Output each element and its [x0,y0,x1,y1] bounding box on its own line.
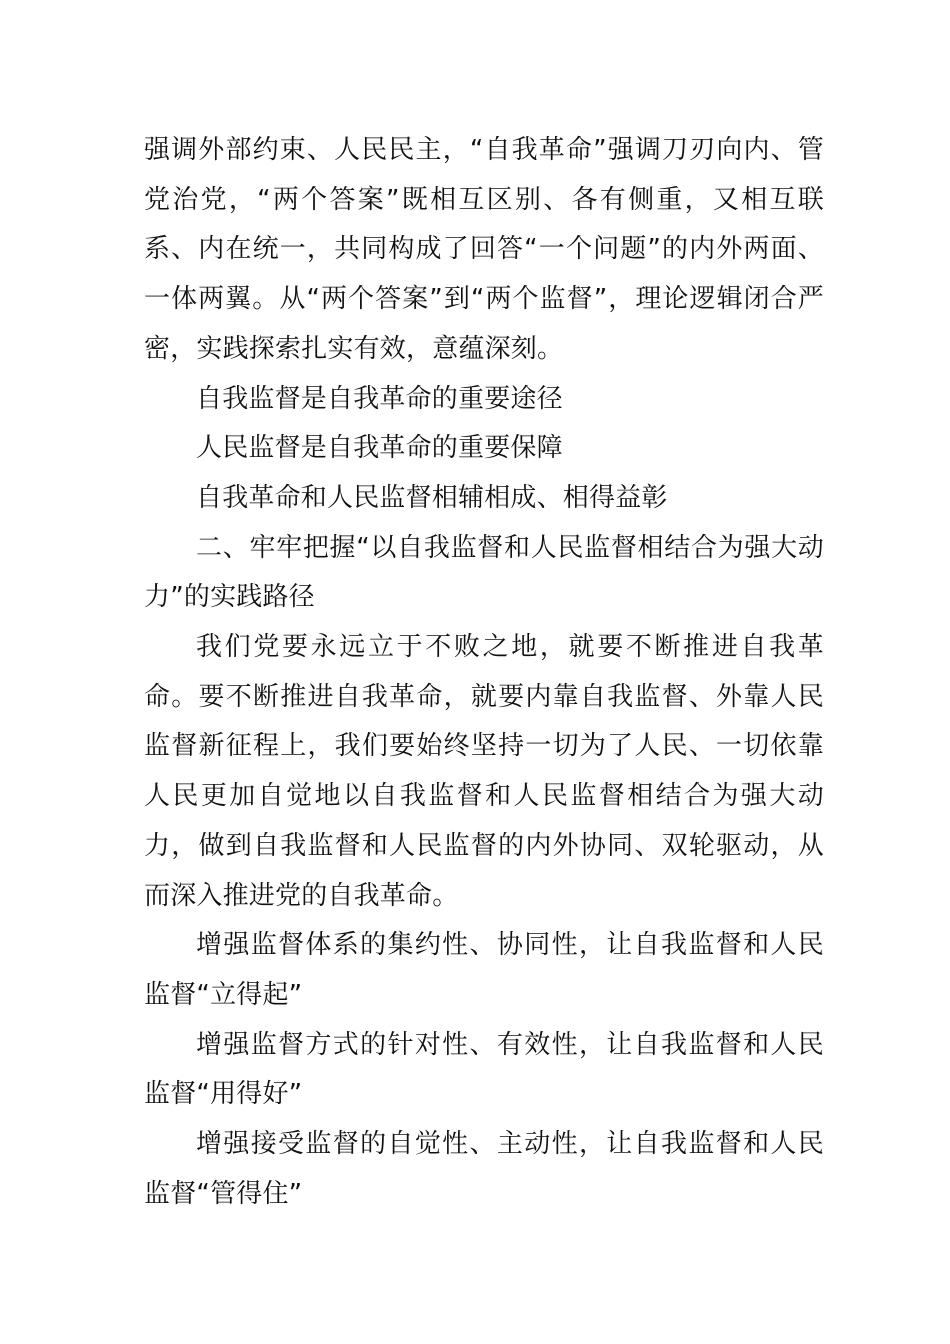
subheading-self-supervision: 自我监督是自我革命的重要途径 [196,383,563,414]
subheading-people-supervision: 人民监督是自我革命的重要保障 [196,433,563,464]
section-heading-two: 二、牢牢把握“以自我监督和人民监督相结合为强大动力”的实践路径 [144,532,824,613]
subheading-method: 增强监督方式的针对性、有效性，让自我监督和人民监督“用得好” [144,1029,824,1110]
subheading-complementary: 自我革命和人民监督相辅相成、相得益彰 [196,482,668,513]
paragraph-continuation: 强调外部约束、人民民主，“自我革命”强调刀刃向内、管党治党，“两个答案”既相互区别、各有侧重，又相互联系、内在统一，共同构成了回答“一个问题”的内外两面、一体两翼。从“两个答案”到“两个监督”，理论逻辑闭合严密，实践探索扎实有效，意蕴深刻。 [144,135,824,364]
subheading-acceptance: 增强接受监督的自觉性、主动性，让自我监督和人民监督“管得住” [144,1129,824,1209]
document-body [144,126,824,1219]
paragraph-practice-path: 我们党要永远立于不败之地，就要不断推进自我革命。要不断推进自我革命，就要内靠自我监督、外靠人民监督新征程上，我们要始终坚持一切为了人民、一切依靠人民更加自觉地以自我监督和人民监督相结合为强大动力，做到自我监督和人民监督的内外协同、双轮驱动，从而深入推进党的自我革命。 [144,632,824,911]
subheading-system: 增强监督体系的集约性、协同性，让自我监督和人民监督“立得起” [144,930,824,1010]
